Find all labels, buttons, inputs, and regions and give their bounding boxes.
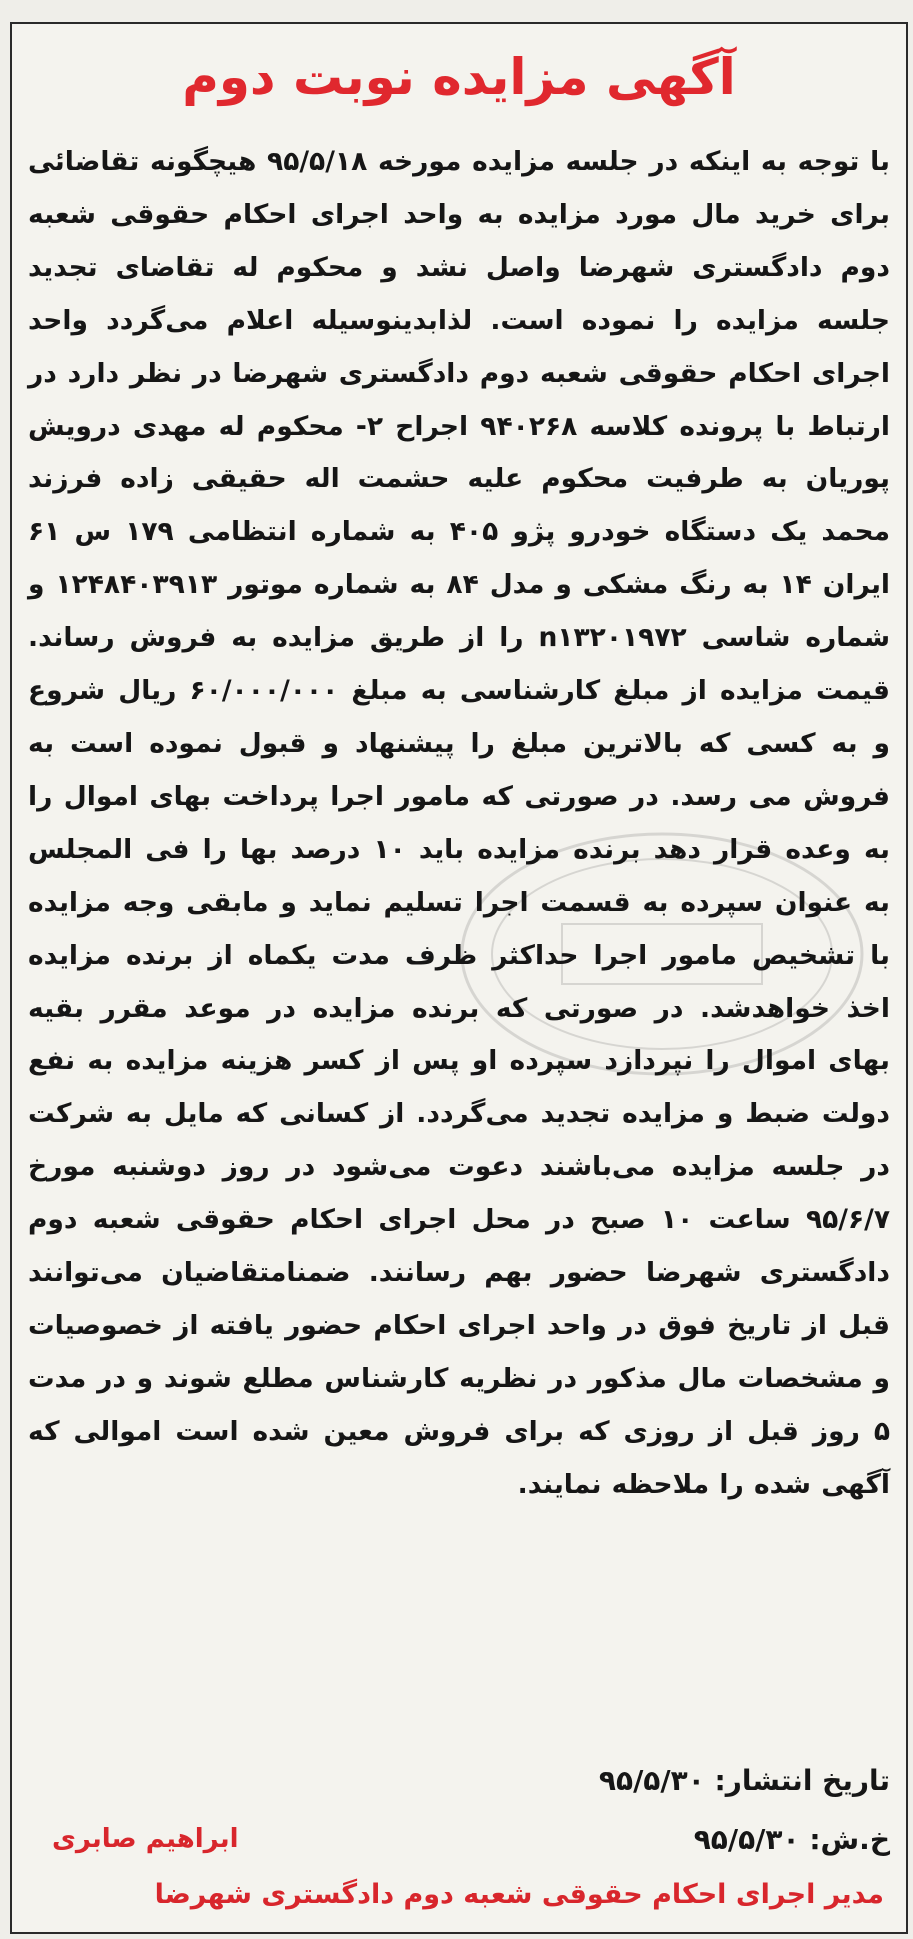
reference-line: [694, 1823, 890, 1856]
publish-date-label: تاریخ انتشار:: [714, 1764, 890, 1797]
signer-title: مدیر اجرای احکام حقوقی شعبه دوم دادگستری شهرضا: [154, 1879, 884, 1910]
reference-value: ۹۵/۵/۳۰: [693, 1823, 800, 1856]
reference-label: خ.ش:: [809, 1823, 890, 1856]
notice-body: با توجه به اینکه در جلسه مزایده مورخه ۹۵/۵/۱۸ هیچگونه تقاضائی برای خرید مال مورد مزایده به واحد اجرای احکام حقوقی شعبه دوم دادگستری شهرضا واصل نشد و محکوم له تقاضای تجدید جلسه مزایده را نموده است. لذابدینوسیله اعلام می‌گردد واحد اجرای احکام حقوقی شعبه دوم دادگستری شهرضا در نظر دارد در ارتباط با پرونده کلاسه ۹۴۰۲۶۸ اجراح ۲- محکوم له مهدی درویش پوریان به طرفیت محکوم علیه حشمت اله حقیقی زاده فرزند محمد یک دستگاه خودرو پژو ۴۰۵ به شماره انتظامی ۱۷۹ س ۶۱ ایران ۱۴ به رنگ مشکی و مدل ۸۴ به شماره موتور ۱۲۴۸۴۰۳۹۱۳ و شماره شاسی n۱۳۲۰۱۹۷۲ را از طریق مزایده به فروش رساند. قیمت مزایده از مبلغ کارشناسی به مبلغ ۶۰/۰۰۰/۰۰۰ ریال شروع و به کسی که بالاترین مبلغ را پیشنهاد و قبول نموده است به فروش می رسد. در صورتی که مامور اجرا پرداخت بهای اموال را به وعده قرار دهد برنده مزایده باید ۱۰ درصد بها را فی المجلس به عنوان سپرده به قسمت اجرا تسلیم نماید و مابقی وجه مزایده با تشخیص مامور اجرا حداکثر ظرف مدت یکماه از برنده مزایده اخذ خواهدشد. در صورتی که برنده مزایده در موعد مقرر بقیه بهای اموال را نپردازد سپرده او پس از کسر هزینه مزایده به نفع دولت ضبط و مزایده تجدید می‌گردد. از کسانی که مایل به شرکت در جلسه مزایده می‌باشند دعوت می‌شود در روز دوشنبه مورخ ۹۵/۶/۷ ساعت ۱۰ صبح در محل اجرای احکام حقوقی شعبه دوم دادگستری شهرضا حضور بهم رسانند. ضمنامتقاضیان می‌توانند قبل از تاریخ فوق در واحد اجرای احکام حضور یافته از خصوصیات و مشخصات مال مذکور در نظریه کارشناس مطلع شوند و در مدت ۵ روز قبل از روزی که برای فروش معین شده است اموالی که آگهی شده را ملاحظه نمایند.: [28, 146, 891, 1500]
notice-frame: [10, 22, 908, 1934]
publish-date-line: [599, 1764, 890, 1797]
signer-name: ابراهیم صابری: [52, 1824, 239, 1854]
publish-date-value: ۹۵/۵/۳۰: [598, 1764, 705, 1797]
notice-title: آگهی مزایده نوبت دوم: [182, 48, 736, 106]
